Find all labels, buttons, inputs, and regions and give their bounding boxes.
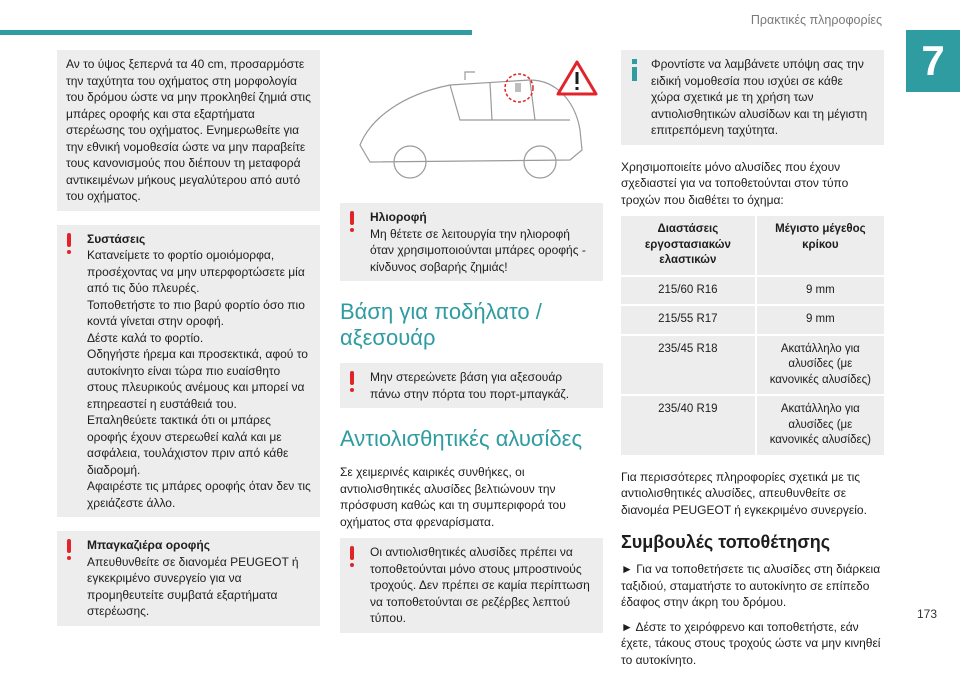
chapter-number-badge: 7 <box>906 30 960 92</box>
height-note-text: Αν το ύψος ξεπερνά τα 40 cm, προσαρμόστε την ταχύτητα του οχήματος στη μορφολογία του δρόμου ώστε να μην προκληθεί ζημιά στις μπάρες οροφής και στα εξαρτήματα στερέωσης του οχήματος. Ενημερωθείτε για την εθνική νομοθεσία ώστε να μην παραβείτε τους κανονισμούς που διέπουν τη μεταφορά αντικειμένων μήκους μεγαλύτερου από αυτό του οχήματος. <box>66 57 311 203</box>
warning-exclamation-icon <box>349 546 355 568</box>
legislation-info-box <box>621 50 884 145</box>
link-size-cell: 9 mm <box>756 305 884 335</box>
table-header-tyre-size: Διαστάσεις εργοστασιακών ελαστικών <box>621 216 756 276</box>
recommendations-warning <box>57 225 320 518</box>
warning-triangle-icon <box>558 62 596 94</box>
car-wash-warning <box>57 531 320 626</box>
table-row <box>621 395 884 456</box>
fitting-step: ► Για να τοποθετήσετε τις αλυσίδες στη διάρκεια ταξιδιού, σταματήστε το αυτοκίνητο σε επίπεδο έδαφος στην άκρη του δρόμου. <box>621 562 881 609</box>
column-middle <box>340 50 603 647</box>
fitting-advice-heading: Συμβουλές τοποθέτησης <box>621 532 831 552</box>
info-icon <box>631 59 637 81</box>
recommendation-line: Κατανείμετε το φορτίο ομοιόμορφα, προσέχοντας να μην υπερφορτώσετε μία από τις δύο πλευρές. <box>87 248 305 295</box>
link-size-cell: Ακατάλληλο για αλυσίδες (με κανονικές αλυσίδες) <box>756 395 884 456</box>
tyre-size-cell: 235/40 R19 <box>621 395 756 456</box>
car-wash-text: Απευθυνθείτε σε διανομέα PEUGEOT ή εγκεκριμένο συνεργείο για να προμηθευτείτε συμβατά εξαρτήματα στερέωσης. <box>87 554 299 618</box>
bike-carrier-warning <box>340 363 603 408</box>
recommendations-title: Συστάσεις <box>87 231 146 246</box>
snow-chains-text: Σε χειμερινές καιρικές συνθήκες, οι αντιολισθητικές αλυσίδες βελτιώνουν την πρόσφυση καθώς και τη συμπεριφορά του οχήματος στα φρεναρίσματα. <box>340 465 566 529</box>
recommendation-line: Επαληθεύετε τακτικά ότι οι μπάρες οροφής έχουν στερεωθεί καλά και με ασφάλεια, τουλάχιστον πριν από κάθε διαδρομή. <box>87 413 289 477</box>
sunroof-warning <box>340 203 603 281</box>
snow-chains-heading: Αντιολισθητικές αλυσίδες <box>340 426 583 451</box>
tyre-size-cell: 215/60 R16 <box>621 276 756 306</box>
legislation-info-text: Φροντίστε να λαμβάνετε υπόψη σας την ειδική νομοθεσία που ισχύει σε κάθε χώρα σχετικά με τη χρήση των αντιολισθητικών αλυσίδων και τη μέγιστη επιτρεπόμενη ταχύτητα. <box>651 57 868 137</box>
recommendation-line: Δέστε καλά το φορτίο. <box>87 330 204 345</box>
fitting-step: ► Δέστε το χειρόφρενο και τοποθετήστε, εάν έχετε, τάκους στους τροχούς ώστε να μην κινηθεί το αυτοκίνητο. <box>621 619 881 667</box>
more-info-text: Για περισσότερες πληροφορίες σχετικά με τις αντιολισθητικές αλυσίδες, απευθυνθείτε σε διανομέα PEUGEOT ή εγκεκριμένο συνεργείο. <box>621 469 867 517</box>
bike-carrier-warning-text: Μην στερεώνετε βάση για αξεσουάρ πάνω στην πόρτα του πορτ-μπαγκάζ. <box>370 370 570 401</box>
warning-exclamation-icon <box>349 371 355 393</box>
page-number: 173 <box>916 607 937 621</box>
table-row <box>621 276 884 306</box>
sunroof-title: Ηλιοροφή <box>370 210 427 224</box>
height-note-box <box>57 50 320 211</box>
snow-chains-warning <box>340 538 603 633</box>
car-side-view-icon <box>340 50 603 195</box>
table-header-row <box>621 216 884 276</box>
tyre-size-cell: 215/55 R17 <box>621 305 756 335</box>
section-title: Πρακτικές πληροφορίες <box>750 13 882 27</box>
sunroof-text: Μη θέτετε σε λειτουργία την ηλιοροφή όταν χρησιμοποιούνται μπάρες οροφής - κίνδυνος σοβαρής ζημιάς! <box>370 226 586 274</box>
link-size-cell: Ακατάλληλο για αλυσίδες (με κανονικές αλυσίδες) <box>756 335 884 396</box>
header-accent-bar <box>0 30 472 35</box>
car-roof-warning-illustration <box>340 50 603 195</box>
table-row <box>621 335 884 396</box>
column-right <box>621 50 884 676</box>
warning-exclamation-icon <box>66 539 72 561</box>
recommendation-line: Τοποθετήστε το πιο βαρύ φορτίο όσο πιο κοντά γίνεται στην οροφή. <box>87 297 305 328</box>
recommendation-line: Αφαιρέστε τις μπάρες οροφής όταν δεν τις χρειάζεστε άλλο. <box>87 479 311 510</box>
tyre-chain-table <box>621 216 884 457</box>
chains-usage-text: Χρησιμοποιείτε μόνο αλυσίδες που έχουν σχεδιαστεί για να τοποθετούνται στον τύπο τροχών που διαθέτει το όχημα: <box>621 159 849 207</box>
recommendation-line: Οδηγήστε ήρεμα και προσεκτικά, αφού το αυτοκίνητο είναι τώρα πιο ευαίσθητο στους πλευρικούς ανέμους και μπορεί να επηρεαστεί η ευστάθειά του. <box>87 347 308 411</box>
bike-carrier-heading: Βάση για ποδήλατο / αξεσουάρ <box>340 299 542 350</box>
table-header-link-size: Μέγιστο μέγεθος κρίκου <box>756 216 884 276</box>
table-row <box>621 305 884 335</box>
column-left <box>57 50 320 640</box>
snow-chains-warning-text: Οι αντιολισθητικές αλυσίδες πρέπει να τοποθετούνται μόνο στους μπροστινούς τροχούς. Δεν πρέπει σε καμία περίπτωση να τοποθετούνται σε ρεζέρβες λεπτού τύπου. <box>370 545 590 625</box>
warning-exclamation-icon <box>66 233 72 255</box>
tyre-size-cell: 235/45 R18 <box>621 335 756 396</box>
car-wash-title: Μπαγκαζιέρα οροφής <box>87 538 210 552</box>
warning-exclamation-icon <box>349 211 355 233</box>
link-size-cell: 9 mm <box>756 276 884 306</box>
